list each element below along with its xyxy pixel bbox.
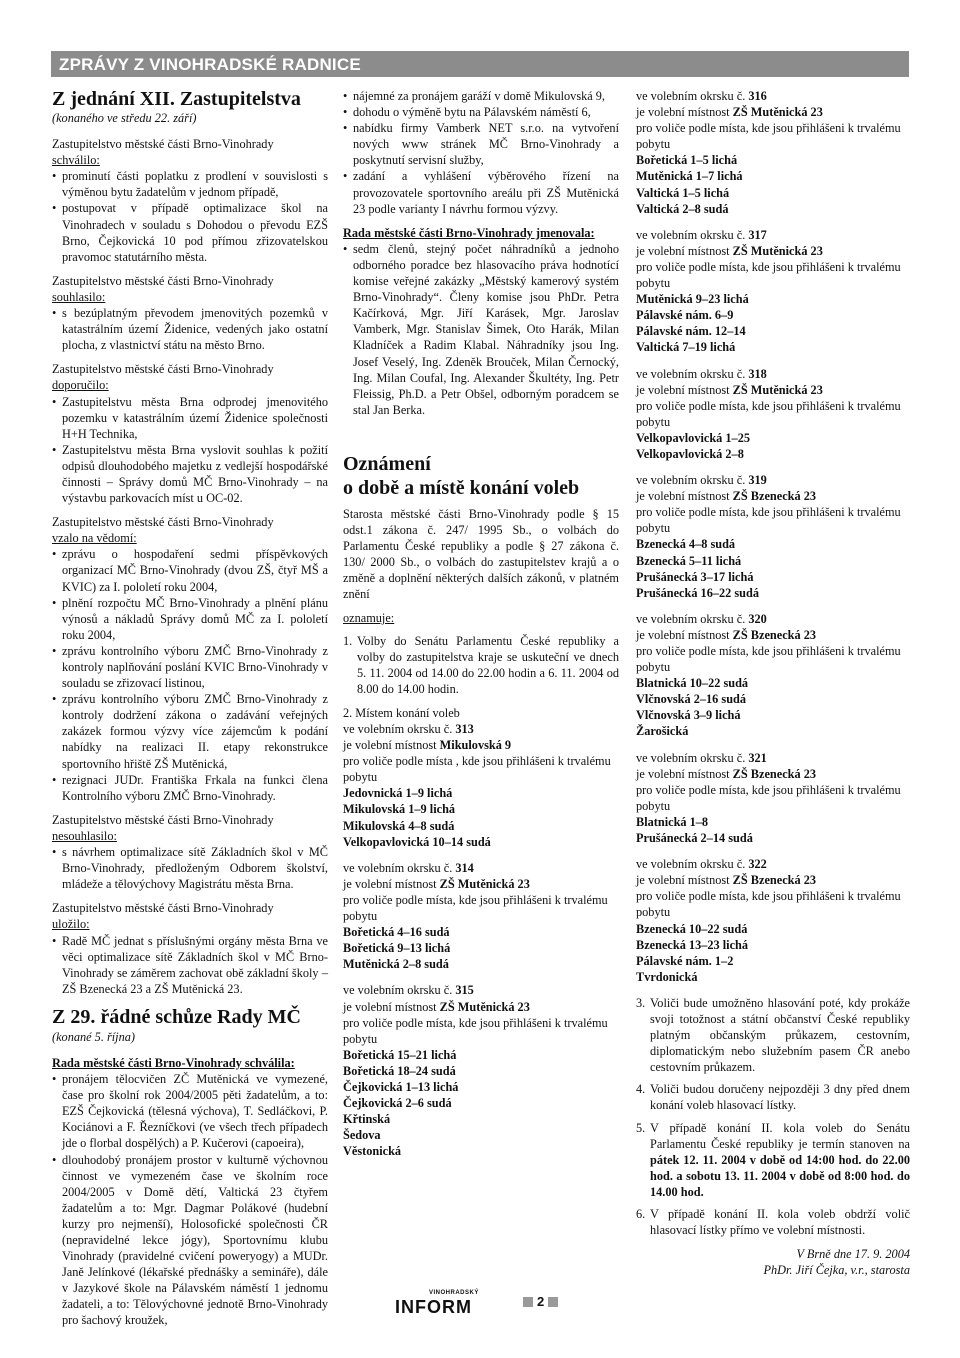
street-name: Velkopavlovická 10–14 sudá [343,834,491,849]
bullet-list [343,241,619,418]
list-item: • dohodu o výměně bytu na Pálavském náměstí 6, [343,104,619,120]
list-item: • Zastupitelstvu města Brna vyslovit souhlas k požití odpisů dlouhodobého majetku z vedlejší hospodářské činnosti – Správy domů MČ Brno-Vinohrady – na výstavbu parkovacích míst u OC-02. [52,442,328,506]
bullet-list [52,546,328,804]
polling-station: je volební místnost ZŠ Bzenecká 23 [636,873,817,888]
section-head: Zastupitelstvo městské části Brno-Vinohrady [52,137,274,152]
street-name: Velkopavlovická 1–25 [636,430,750,445]
street-name: Bzenecká 10–22 sudá [636,921,748,936]
list-item: • dlouhodobý pronájem prostor v kulturně výchovnou činnost ve vymezeném čase ve školním roce 2004/2005 v Domě dětí, Valtická 23 čtyřem žadatelům a to: Mgr. Dagmar Polákové (hudební kurzy pro nejmenší), Holosofické společnosti ČR (nepravidelné lekce jógy), Sportovnímu klubu Vinohrady (pravidelné cvičení poweryogy) a MUDr. Janě Jelínkové (lékařské přednášky a semináře), dále v Jazykové škole na Pálavském náměstí 1 jednomu žadateli, a to: Tělovýchovné jednotě Brno-Vinohrady pro šachový kroužek, [52,1152,328,1329]
section-vzalo [52,514,328,804]
street-name: Bzenecká 5–11 lichá [636,553,742,568]
section-verb: vzalo na vědomí: [52,531,137,546]
list-item: • rezignaci JUDr. Františka Frkala na funkci člena Kontrolního výboru ZMČ Brno-Vinohrady. [52,772,328,804]
street-name: Žarošická [636,724,689,739]
section-head: Zastupitelstvo městské části Brno-Vinohrady [52,273,274,288]
list-item [636,1206,910,1238]
street-name: Valtická 2–8 sudá [636,201,729,216]
section-verb: uložilo: [52,917,90,932]
polling-station: je volební místnost ZŠ Mutěnická 23 [636,243,823,258]
polling-station: je volební místnost ZŠ Mutěnická 23 [636,105,823,120]
district-number: ve volebním okrsku č. 321 [636,750,767,765]
section-verb: nesouhlasilo: [52,828,117,843]
list-item: • postupovat v případě optimalizace škol na Vinohradech v souladu s Dohodou o převodu EZŠ Brno, Čejkovická 10 pod přímou zřizovatelskou pravomoc statutárního města. [52,200,328,264]
street-name: Mikulovská 1–9 lichá [343,802,456,817]
district-block [636,88,910,217]
street-name: Valtická 7–19 lichá [636,340,736,355]
bullet-list [52,168,328,265]
district-note: pro voliče podle místa, kde jsou přihlášeni k trvalému pobytu [636,644,901,675]
section-verb: schválilo: [52,153,100,168]
polling-station: je volební místnost ZŠ Mutěnická 23 [343,999,530,1014]
list-item: • zadání a vyhlášení výběrového řízení na provozovatele sportovního areálu při ZŠ Mutěnická 23 podle varianty I návrhu formou výzvy. [343,168,619,216]
page-number [519,1294,562,1309]
polling-station: je volební místnost ZŠ Bzenecká 23 [636,766,817,781]
section-verb: souhlasilo: [52,289,106,304]
district-list [636,88,910,985]
article-subtitle-2: (konané 5. října) [52,1029,135,1044]
street-name: Věstonická [343,1144,402,1159]
item-number: 1. [343,633,353,648]
district-block [636,472,910,601]
page-footer [395,1282,595,1322]
column-3 [636,88,910,1278]
notice-oznamuje: oznamuje: [343,611,395,626]
numbered-list [636,995,910,1238]
district-note: pro voliče podle místa, kde jsou přihlášeni k trvalému pobytu [343,1015,608,1046]
numbered-list [343,633,619,697]
district-note: pro voliče podle místa, kde jsou přihlášeni k trvalému pobytu [636,782,901,813]
district-block [343,982,619,1159]
item-number: 3. [636,995,646,1010]
district-number: ve volebním okrsku č. 318 [636,366,767,381]
street-name: Křtinská [343,1112,391,1127]
polling-station: je volební místnost ZŠ Mutěnická 23 [343,876,530,891]
polling-station: je volební místnost Mikulovská 9 [343,738,512,753]
district-number: ve volebním okrsku č. 316 [636,89,767,103]
street-name: Mikulovská 4–8 sudá [343,818,455,833]
section-nesouhlasilo [52,812,328,892]
list-item: • pronájem tělocvičen ZČ Mutěnická ve vymezené, čase pro školní rok 2004/2005 pěti žadatelům, a to: EZŠ Čejkovická (tělesná výchova), T. Sedláčkovi, P. Kociánovi a F. Řezníčkovi (ve všech třech případech jde o florbal dospělých) a P. Kučerovi (capoeira), [52,1071,328,1151]
bullet-list [52,394,328,507]
district-note: pro voliče podle místa, kde jsou přihlášeni k trvalému pobytu [636,505,901,536]
item-text: Voliči budou doručeny nejpozději 3 dny před dnem konání voleb hlasovací lístky. [650,1082,910,1113]
district-note: pro voliče podle místa, kde jsou přihlášeni k trvalému pobytu [636,259,901,291]
list-item [343,633,619,697]
item-text: V případě konání II. kola voleb obdrží volič hlasovací lístky přímo ve volební místnosti. [650,1207,910,1238]
section-schvalilo [52,136,328,265]
district-block [636,227,910,356]
list-item: • Zastupitelstvu města Brna odprodej jmenovitého pozemku v katastrálním území Židenice společnosti H+H Technika, [52,394,328,442]
district-block [636,750,910,847]
district-number: ve volebním okrsku č. 319 [636,473,767,488]
polling-station: je volební místnost ZŠ Mutěnická 23 [636,382,823,397]
district-block [636,611,910,740]
district-number: ve volebním okrsku č. 320 [636,611,767,626]
section-banner [51,51,909,77]
street-name: Jedovnická 1–9 lichá [343,786,453,801]
bullet-list [52,305,328,353]
item-text: Volby do Senátu Parlamentu České republiky a volby do zastupitelstva kraje se uskuteční ve dnech 5. 11. 2004 od 14.00 do 22.00 hodin a 6. 11. 2004 od 8.00 do 14.00 hodin. [357,633,619,696]
district-block [636,366,910,463]
inform-logo [395,1290,479,1317]
item-number: 6. [636,1207,646,1221]
street-name: Pálavské nám. 1–2 [636,953,734,968]
district-number: ve volebním okrsku č. 317 [636,227,767,242]
district-block [636,856,910,985]
street-name: Šedova [343,1128,381,1143]
street-name: Valtická 1–5 lichá [636,185,730,200]
district-block [343,721,619,850]
section-doporucilo [52,361,328,506]
street-name: Bořetická 15–21 lichá [343,1047,457,1062]
item-text: V případě konání II. kola voleb do Senátu Parlamentu České republiky je termín stanoven na pátek 12. 11. 2004 v době od 14:00 hod. do 22.00 hod. a sobotu 13. 11. 2004 v době od 8:00 hod. do 14.00 hod. [650,1120,910,1199]
section-verb: doporučilo: [52,378,109,393]
point-2: 2. Místem konání voleb [343,705,460,720]
list-item: • nájemné za pronájem garáží v domě Mikulovská 9, [343,88,619,104]
list-item: • sedm členů, stejný počet náhradníků a jednoho odborného poradce bez hlasovacího práva hodnotící komise veřejné zakázky „Městský kamerový systém Brno-Vinohrady“. Členy komise jsou PhDr. Petra Kačírková, Mgr. Jiří Karásek, Mgr. Jaroslav Vamberk, Mgr. Stanislav Šimek, Oto Harák, Milan Kladníček a Radim Klabal. Náhradníky jsou Ing. Josef Veselý, Ing. Zdeněk Brouček, Milan Černocký, Ing. Milan Coufal, Ing. Alexander Škultéty, Ing. Petr Fleissig, Ph.D. a Petr Obšel, odborným poradcem se stal Jan Berka. [343,241,619,418]
street-name: Bořetická 4–16 sudá [343,925,450,940]
district-note: pro voliče podle místa, kde jsou přihlášeni k trvalému pobytu [343,892,608,924]
list-item [636,1081,910,1113]
section-head: Zastupitelstvo městské části Brno-Vinohrady [52,901,274,916]
list-item: • zprávu kontrolního výboru ZMČ Brno-Vinohrady z kontroly naplňování poslání KVIC Brno-Vinohrady v souladu se zřizovací listinou, [52,643,328,691]
district-note: pro voliče podle místa, kde jsou přihlášeni k trvalému pobytu [636,889,901,920]
item-number: 5. [636,1120,646,1135]
district-note: pro voliče podle místa, kde jsou přihlášeni k trvalému pobytu [636,121,901,152]
notice-title-2: o době a místě konání voleb [343,476,580,499]
logo-main-text: INFORM [395,1297,472,1317]
signature: PhDr. Jiří Čejka, v.r., starosta [763,1263,910,1278]
street-name: Mutěnická 9–23 lichá [636,292,749,307]
street-name: Bořetická 18–24 sudá [343,1063,456,1078]
list-item: • prominutí části poplatku z prodlení v souvislosti s výměnou bytu žadatelům v jednom případě, [52,168,328,200]
street-name: Pálavské nám. 6–9 [636,308,734,323]
street-name: Čejkovická 2–6 sudá [343,1096,452,1111]
street-name: Prušánecká 16–22 sudá [636,585,759,600]
street-name: Prušánecká 3–17 lichá [636,569,754,584]
page-number-value: 2 [537,1294,545,1309]
street-name: Blatnická 10–22 sudá [636,676,749,691]
banner-title: ZPRÁVY Z VINOHRADSKÉ RADNICE [59,55,361,74]
column-2 [343,88,619,1169]
district-note: pro voliče podle místa , kde jsou přihlášeni k trvalému pobytu [343,754,611,785]
district-note: pro voliče podle místa, kde jsou přihlášeni k trvalému pobytu [636,398,901,429]
section-head: Zastupitelstvo městské části Brno-Vinohrady [52,812,274,827]
article-title-2: Z 29. řádné schůze Rady MČ [52,1005,301,1028]
district-number: ve volebním okrsku č. 315 [343,983,474,998]
street-name: Bořetická 1–5 lichá [636,153,738,168]
district-block [343,860,619,973]
district-number: ve volebním okrsku č. 313 [343,722,474,736]
item-text: Voliči bude umožněno hlasování poté, kdy prokáže svoji totožnost a státní občanství České republiky platným občanským průkazem, cestovním, diplomatickým nebo služebním pasem ČR anebo cestovním průkazem. [650,995,910,1075]
list-item: • zprávu o hospodaření sedmi příspěvkových organizací MČ Brno-Vinohrady (dvou ZŠ, čtyř MŠ a KVIC) za I. pololetí roku 2004, [52,546,328,594]
polling-station: je volební místnost ZŠ Bzenecká 23 [636,627,817,642]
list-item: • Radě MČ jednat s příslušnými orgány města Brna ve věci optimalizace sítě Základních škol v MČ Brno-Vinohrady se záměrem zachovat obě základní školy – ZŠ Bzenecká 23 a ZŠ Mutěnická 23. [52,933,328,997]
bullet-list [52,933,328,997]
list-item: • plnění rozpočtu MČ Brno-Vinohrady a plnění plánu výnosů a nákladů Správy domů MČ za I. pololetí roku 2004, [52,595,328,643]
street-name: Vlčnovská 2–16 sudá [636,692,747,707]
street-name: Mutěnická 2–8 sudá [343,957,449,972]
list-item [636,995,910,1075]
bullet-list [343,88,619,217]
logo-small-text: VINOHRADSKÝ [429,1290,479,1296]
bullet-list [52,844,328,892]
section-ulozilo [52,900,328,997]
section-head: Zastupitelstvo městské části Brno-Vinohrady [52,515,274,530]
column-1 [52,88,328,1337]
street-name: Mutěnická 1–7 lichá [636,169,743,184]
street-name: Velkopavlovická 2–8 [636,446,744,461]
street-name: Blatnická 1–8 [636,814,709,829]
list-item: • s bezúplatným převodem jmenovitých pozemků v katastrálním území Židenice, vedených jako ostatní plocha, z vlastnictví státu na město Brno. [52,305,328,353]
street-name: Pálavské nám. 12–14 [636,324,746,339]
section-head: Zastupitelstvo městské části Brno-Vinohrady [52,362,274,377]
square-icon [548,1297,558,1307]
rada-head: Rada městské části Brno-Vinohrady schválila: [52,1055,295,1070]
street-name: Tvrdonická [636,969,698,984]
district-number: ve volebním okrsku č. 322 [636,857,767,872]
street-name: Vlčnovská 3–9 lichá [636,708,741,723]
list-item: • s návrhem optimalizace sítě Základních škol v MČ Brno-Vinohrady, předloženým Odborem školství, mládeže a tělovýchovy Magistrátu města Brna. [52,844,328,892]
notice-intro: Starosta městské části Brno-Vinohrady podle § 15 odst.1 zákona č. 247/ 1995 Sb., o volbách do Parlamentu České republiky a podle § 27 zákona č. 130/ 2000 Sb., o volbách do zastupitelstev krajů a o změně a doplnění některých dalších zákonů, v platném znění [343,506,619,602]
item-number: 4. [636,1082,646,1097]
article-subtitle: (konaného ve středu 22. září) [52,111,197,125]
article-title: Z jednání XII. Zastupitelstva [52,88,301,110]
list-item [636,1120,910,1200]
district-number: ve volebním okrsku č. 314 [343,860,474,875]
district-list [343,721,619,1159]
section-souhlasilo [52,273,328,353]
bullet-list [52,1071,328,1329]
street-name: Čejkovická 1–13 lichá [343,1079,459,1094]
street-name: Prušánecká 2–14 sudá [636,831,753,846]
street-name: Bzenecká 13–23 lichá [636,937,749,952]
polling-station: je volební místnost ZŠ Bzenecká 23 [636,489,817,504]
date-line: V Brně dne 17. 9. 2004 [796,1247,910,1262]
square-icon [523,1297,533,1307]
list-item: • nabídku firmy Vamberk NET s.r.o. na vytvoření nových www stránek MČ Brno-Vinohrady a poskytnutí servisní služby, [343,120,619,168]
notice-title-1: Oznámení [343,452,431,475]
street-name: Bořetická 9–13 lichá [343,941,451,956]
list-item: • zprávu kontrolního výboru ZMČ Brno-Vinohrady z kontroly dodržení zákona o zadávání veřejných zakázek formou výzvy více zájemcům k podání nabídky na realizaci II. etapy rekonstrukce sportovního hřiště ZŠ Mutěnická, [52,691,328,771]
rada-head-2: Rada městské části Brno-Vinohrady jmenovala: [343,225,595,240]
street-name: Bzenecká 4–8 sudá [636,537,736,552]
